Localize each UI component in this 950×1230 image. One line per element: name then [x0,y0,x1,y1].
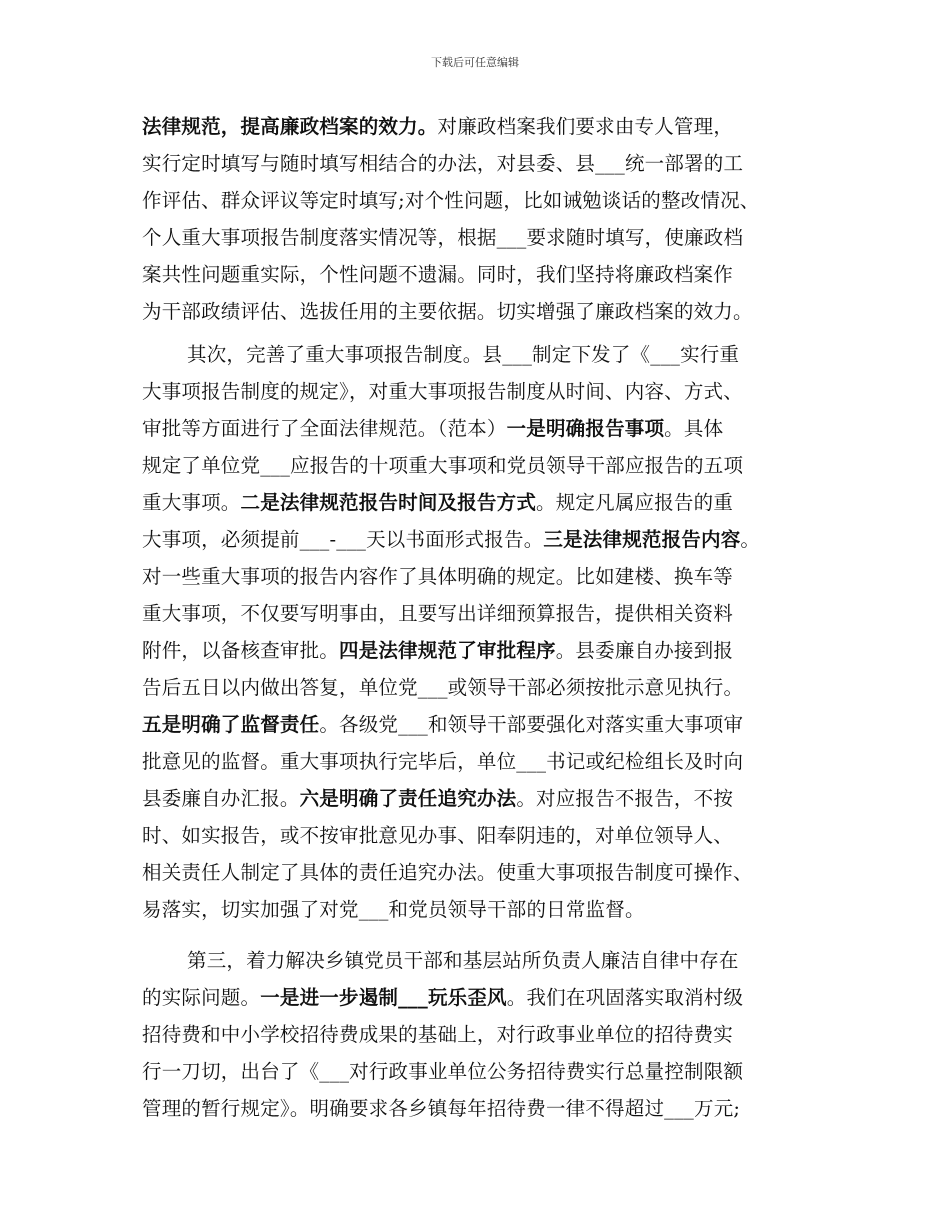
bold-text-segment: 二是法律规范报告时间及报告方式 [240,491,537,514]
text-line [142,817,832,854]
text-line [142,632,832,669]
text-segment: 相关责任人制定了具体的责任追究办法。使重大事项报告制度可操作、 [142,861,753,884]
text-segment: 。 [740,528,761,551]
text-line [142,1053,832,1090]
text-line [142,942,832,979]
text-segment: 。县委廉自办接到报 [555,639,734,662]
page-header: 下载后可任意编辑 [431,56,519,69]
bold-text-segment: 三是法律规范报告内容 [543,528,741,551]
bold-text-segment: 五是明确了监督责任 [142,713,320,736]
text-line [142,108,832,145]
bold-text-segment: 一是明确报告事项 [506,417,665,440]
text-line [142,373,832,410]
text-line [142,595,832,632]
text-segment: 对一些重大事项的报告内容作了具体明确的规定。比如建楼、换车等 [142,565,734,588]
bold-text-segment: 一是进一步遏制___玩乐歪风 [260,986,507,1009]
text-line [142,293,832,330]
text-segment: 招待费和中小学校招待费成果的基础上，对行政事业单位的招待费实 [142,1023,734,1046]
text-segment: 规定了单位党___应报告的十项重大事项和党员领导干部应报告的五项 [142,454,744,477]
text-segment: 案共性问题重实际，个性问题不遗漏。同时，我们坚持将廉政档案作 [142,263,734,286]
text-segment: 重大事项。 [142,491,241,514]
text-segment: 对廉政档案我们要求由专人管理， [437,115,734,138]
text-segment: 的实际问题。 [142,986,261,1009]
bold-text-segment: 法律规范，提高廉政档案的效力。 [142,115,438,138]
text-segment: 时、如实报告，或不按审批意见办事、阳奉阴违的，对单位领导人、 [142,824,734,847]
text-line [142,780,832,817]
text-line [142,145,832,182]
text-segment: 管理的暂行规定》。明确要求各乡镇每年招待费一律不得超过___万元; [142,1097,741,1120]
text-segment: 大事项报告制度的规定》，对重大事项报告制度从时间、内容、方式、 [142,380,743,403]
text-line [142,891,832,928]
text-line [142,447,832,484]
text-segment: 告后五日以内做出答复，单位党___或领导干部必须按批示意见执行。 [142,676,744,699]
text-line [142,706,832,743]
text-line [142,1090,832,1127]
text-segment: 。对应报告不报告，不按 [516,787,734,810]
text-segment: 为干部政绩评估、选拔任用的主要依据。切实增强了廉政档案的效力。 [142,300,753,323]
text-segment: 作评估、群众评议等定时填写;对个性问题，比如诫勉谈话的整改情况、 [142,189,760,212]
text-segment: 。规定凡属应报告的重 [536,491,734,514]
text-line [142,410,832,447]
text-line [142,521,832,558]
text-segment: 大事项，必须提前___-___天以书面形式报告。 [142,528,544,551]
text-line [142,219,832,256]
text-segment: 易落实，切实加强了对党___和党员领导干部的日常监督。 [142,898,645,921]
text-segment: 重大事项，不仅要写明事由，且要写出详细预算报告，提供相关资料 [142,602,734,625]
text-segment: 。我们在巩固落实取消村级 [506,986,744,1009]
text-segment: 其次，完善了重大事项报告制度。县___制定下发了《___实行重 [187,343,740,366]
text-line [142,182,832,219]
text-line [142,256,832,293]
text-segment: 。具体 [664,417,724,440]
text-segment: 批意见的监督。重大事项执行完毕后，单位___书记或纪检组长及时向 [142,750,744,773]
text-segment: 行一刀切，出台了《___对行政事业单位公务招待费实行总量控制限额 [142,1060,744,1083]
text-line [142,854,832,891]
text-segment: 审批等方面进行了全面法律规范。（范本） [142,417,507,440]
text-line [142,484,832,521]
document-body [142,108,832,1127]
text-segment: 实行定时填写与随时填写相结合的办法，对县委、县___统一部署的工 [142,152,744,175]
text-segment: 第三，着力解决乡镇党员干部和基层站所负责人廉洁自律中存在 [187,949,739,972]
text-line [142,743,832,780]
text-segment: 个人重大事项报告制度落实情况等，根据___要求随时填写，使廉政档 [142,226,744,249]
text-line [142,1016,832,1053]
text-line [142,669,832,706]
text-segment: 县委廉自办汇报。 [142,787,300,810]
bold-text-segment: 六是明确了责任追究办法 [299,787,517,810]
text-segment: 附件，以备核查审批。 [142,639,340,662]
text-line [142,336,832,373]
bold-text-segment: 四是法律规范了审批程序 [339,639,556,662]
text-line [142,979,832,1016]
text-line [142,558,832,595]
text-segment: 。各级党___和领导干部要强化对落实重大事项审 [319,713,744,736]
